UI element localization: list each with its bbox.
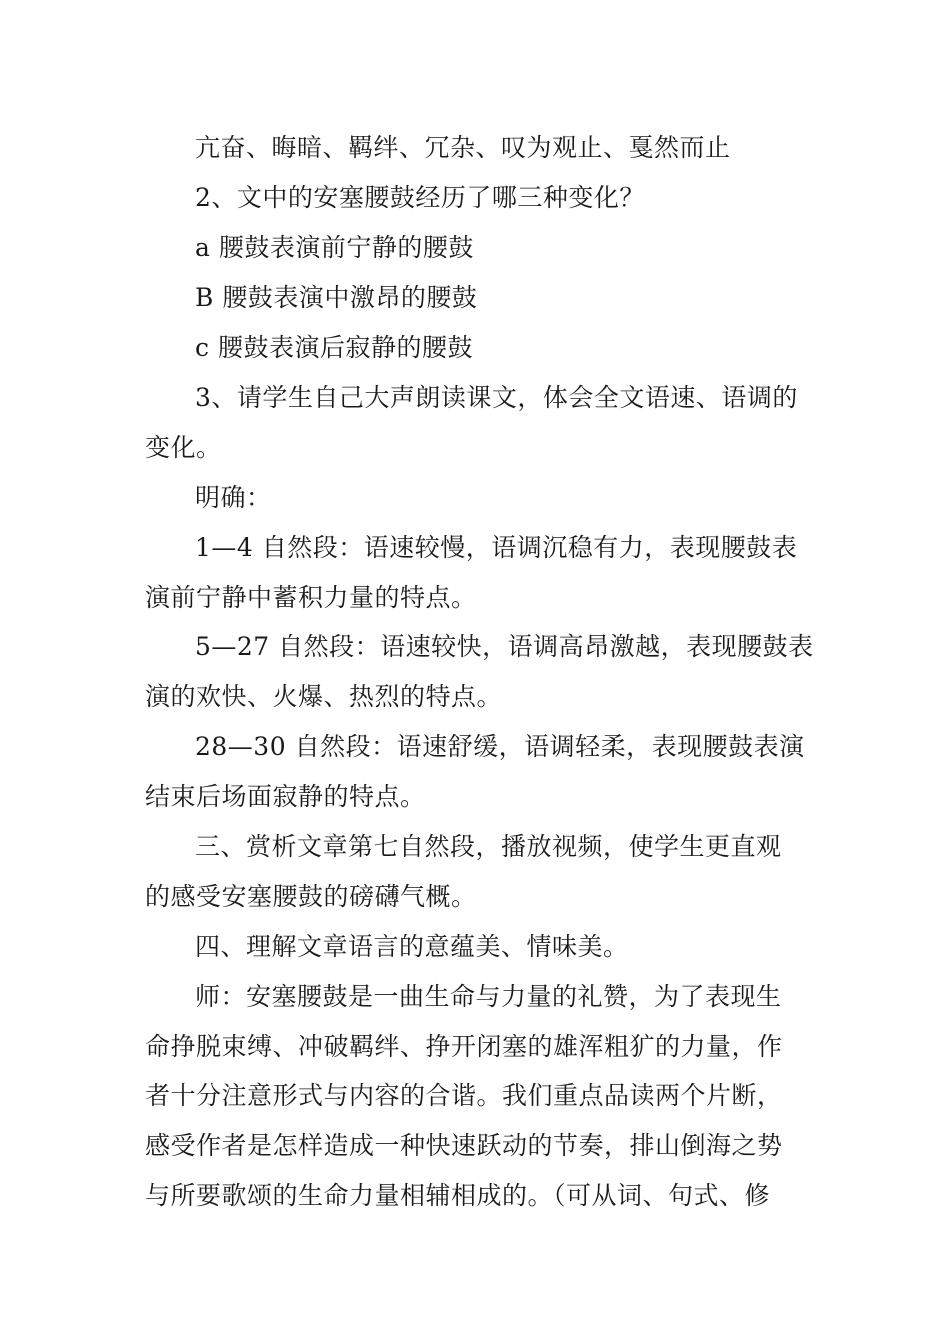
text-line: 演的欢快、火爆、热烈的特点。 [145,682,503,711]
section-heading: 三、赏析文章第七自然段，播放视频，使学生更直观 [195,832,782,861]
list-item: a 腰鼓表演前宁静的腰鼓 [195,233,474,262]
question-heading: 3、请学生自己大声朗读课文，体会全文语速、语调的 [195,383,798,412]
question-heading: 2、文中的安塞腰鼓经历了哪三种变化？ [195,183,645,212]
text-line: 结束后场面寂静的特点。 [145,782,426,811]
list-item: B 腰鼓表演中激昂的腰鼓 [195,283,478,312]
text-line: 明确： [195,483,272,512]
text-line: 变化。 [145,433,222,462]
text-line: 与所要歌颂的生命力量相辅相成的。（可从词、句式、修 [145,1181,771,1210]
text-line: 命挣脱束缚、冲破羁绊、挣开闭塞的雄浑粗犷的力量，作 [145,1032,783,1061]
list-item: c 腰鼓表演后寂静的腰鼓 [195,333,473,362]
text-line: 5—27 自然段：语速较快，语调高昂激越，表现腰鼓表 [195,632,814,661]
text-line: 感受作者是怎样造成一种快速跃动的节奏，排山倒海之势 [145,1131,783,1160]
text-line: 的感受安塞腰鼓的磅礴气概。 [145,882,477,911]
text-line: 1—4 自然段：语速较慢，语调沉稳有力，表现腰鼓表 [195,533,798,562]
text-line: 者十分注意形式与内容的合谐。我们重点品读两个片断， [145,1081,783,1110]
text-line: 师：安塞腰鼓是一曲生命与力量的礼赞，为了表现生 [195,982,782,1011]
text-line: 28—30 自然段：语速舒缓，语调轻柔，表现腰鼓表演 [195,732,805,761]
section-heading: 四、理解文章语言的意蕴美、情味美。 [195,932,629,961]
text-line: 演前宁静中蓄积力量的特点。 [145,583,477,612]
text-line: 亢奋、晦暗、羁绊、冗杂、叹为观止、戛然而止 [195,133,731,162]
